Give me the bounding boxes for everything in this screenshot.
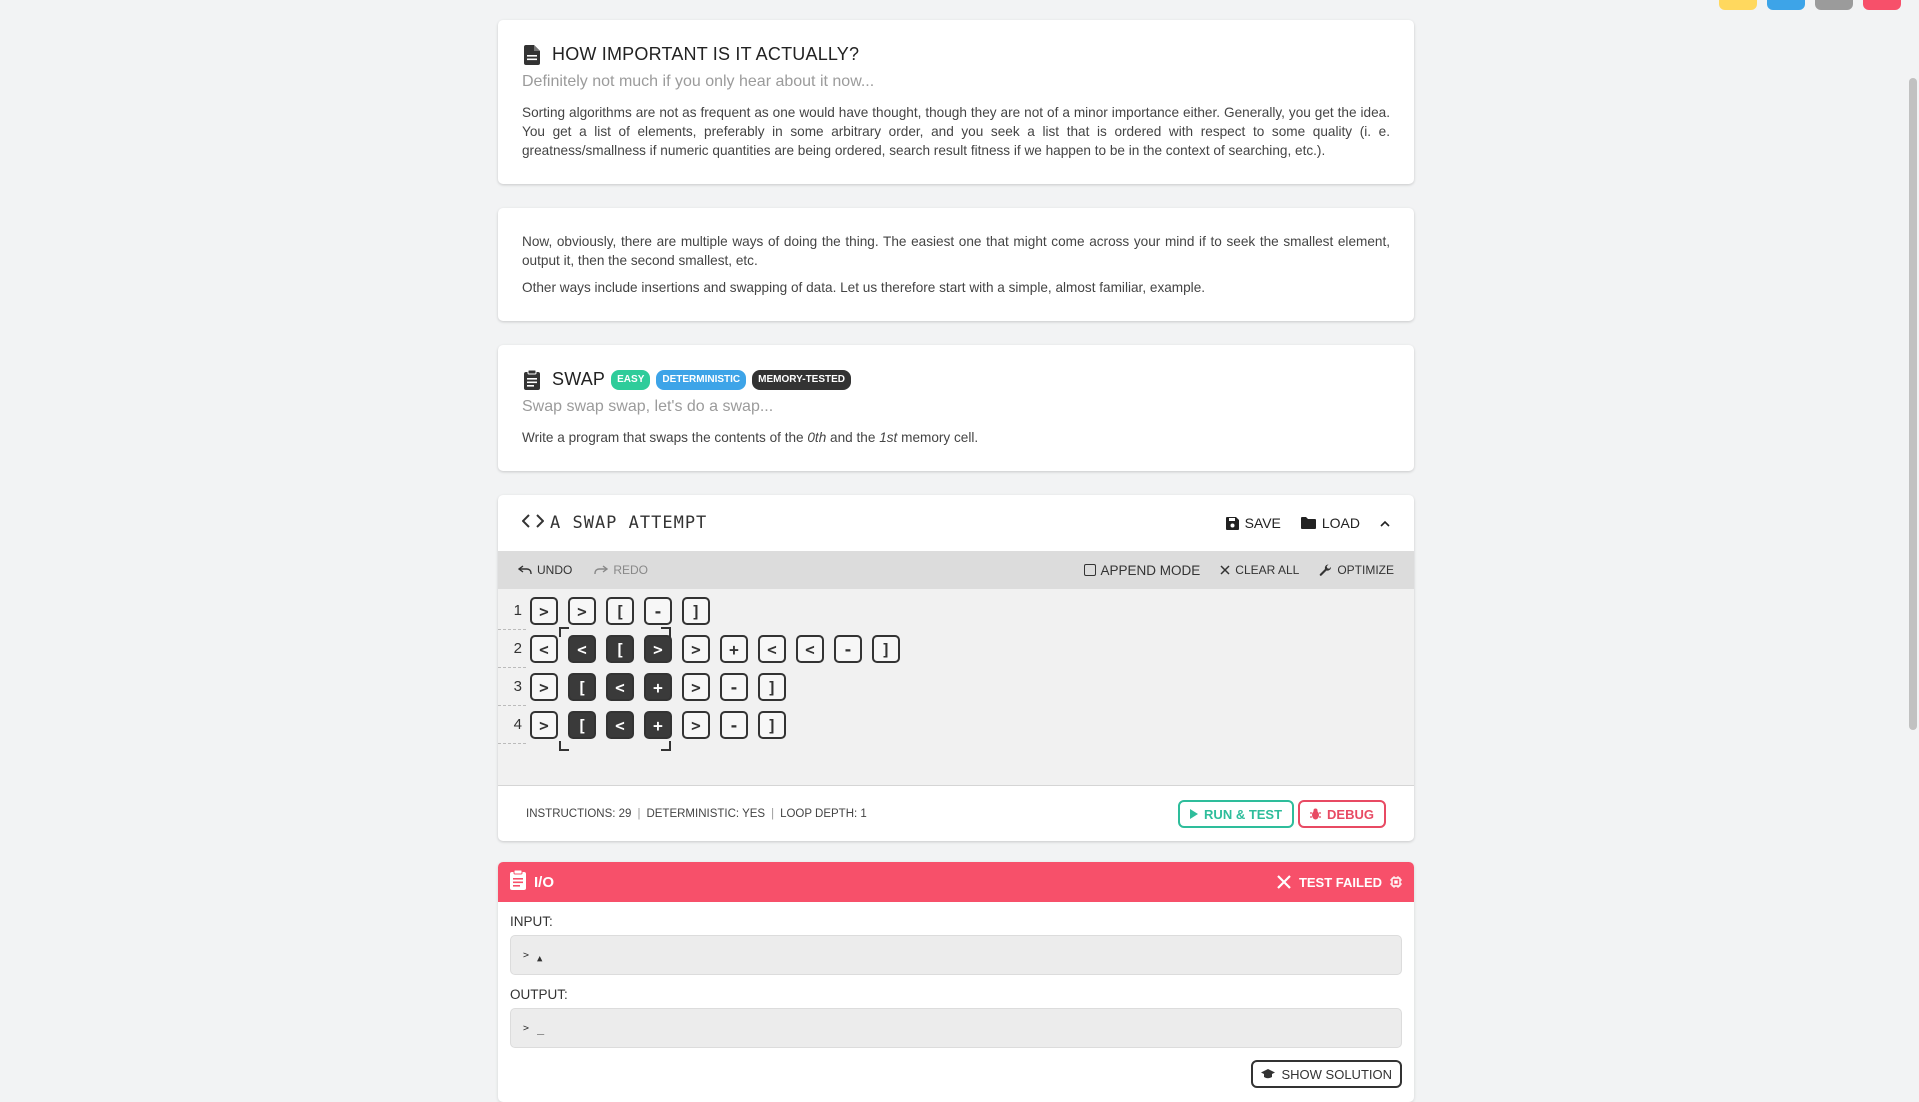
append-mode-label: APPEND MODE xyxy=(1100,562,1201,578)
io-card xyxy=(498,862,1414,1102)
instruction-block[interactable]: ] xyxy=(682,597,710,625)
memory-chip-icon xyxy=(1390,876,1402,888)
graduation-cap-icon xyxy=(1261,1069,1275,1079)
optimize-button[interactable] xyxy=(1319,563,1394,577)
instruction-block[interactable]: [ xyxy=(568,711,596,739)
instruction-block[interactable]: - xyxy=(720,711,748,739)
clipboard-icon xyxy=(510,870,526,895)
instruction-block[interactable]: < xyxy=(796,635,824,663)
output-field xyxy=(510,1008,1402,1048)
input-field[interactable] xyxy=(510,935,1402,975)
editor-toolbar xyxy=(498,551,1414,589)
instruction-block[interactable]: + xyxy=(720,635,748,663)
save-label: SAVE xyxy=(1244,515,1281,531)
loop-depth: LOOP DEPTH: 1 xyxy=(780,808,867,820)
redo-button[interactable] xyxy=(594,563,648,577)
instruction-block[interactable]: ] xyxy=(872,635,900,663)
task-desc-prefix: Write a program that swaps the contents of the xyxy=(522,430,808,445)
methods-paragraph-1: Now, obviously, there are multiple ways of doing the thing. The easiest one that might come across your mind if to seek the smallest element, output it, then the second smallest, etc. xyxy=(522,234,1390,268)
clear-all-label: CLEAR ALL xyxy=(1235,563,1300,577)
undo-icon xyxy=(518,565,532,575)
intro-card xyxy=(498,20,1414,184)
badge-deterministic: DETERMINISTIC xyxy=(656,370,746,390)
save-icon xyxy=(1226,517,1239,530)
debug-button[interactable] xyxy=(1298,800,1386,828)
output-cursor: _ xyxy=(537,1021,545,1035)
io-title: I/O xyxy=(534,873,555,891)
swatch-blue[interactable] xyxy=(1767,0,1805,10)
input-cursor: ▲ xyxy=(537,954,543,964)
undo-label: UNDO xyxy=(537,563,573,577)
instruction-block[interactable]: [ xyxy=(568,673,596,701)
instruction-block[interactable]: ] xyxy=(758,673,786,701)
output-label: OUTPUT: xyxy=(510,987,568,1002)
bug-icon xyxy=(1310,808,1321,820)
methods-card xyxy=(498,208,1414,321)
instruction-block[interactable]: ] xyxy=(758,711,786,739)
editor-footer xyxy=(498,786,1414,841)
instruction-block[interactable]: < xyxy=(568,635,596,663)
instruction-block[interactable]: > xyxy=(644,635,672,663)
output-prompt: > xyxy=(523,1022,530,1034)
instruction-block[interactable]: < xyxy=(530,635,558,663)
instruction-block[interactable]: > xyxy=(682,711,710,739)
line-number: 3 xyxy=(498,669,526,706)
save-button[interactable] xyxy=(1226,515,1281,531)
line-number: 4 xyxy=(498,707,526,744)
task-subtitle: Swap swap swap, let's do a swap... xyxy=(522,398,774,415)
folder-icon xyxy=(1301,517,1316,529)
badge-memory-tested: MEMORY-TESTED xyxy=(752,370,851,390)
code-line xyxy=(498,668,786,706)
close-icon xyxy=(1220,565,1230,575)
load-button[interactable] xyxy=(1301,515,1360,531)
methods-paragraph-2: Other ways include insertions and swapping of data. Let us therefore start with a simple, almost familiar, example. xyxy=(522,280,1206,295)
instruction-block[interactable]: > xyxy=(530,597,558,625)
instruction-block[interactable]: < xyxy=(758,635,786,663)
selection-bracket xyxy=(559,627,569,637)
instruction-block[interactable]: > xyxy=(568,597,596,625)
scrollbar-thumb[interactable] xyxy=(1909,78,1917,730)
intro-title: HOW IMPORTANT IS IT ACTUALLY? xyxy=(552,44,860,64)
redo-icon xyxy=(594,565,608,575)
task-desc-cell1: 1st xyxy=(879,430,898,445)
input-label: INPUT: xyxy=(510,914,553,929)
instruction-block[interactable]: [ xyxy=(606,597,634,625)
run-test-button[interactable] xyxy=(1178,800,1294,828)
instruction-block[interactable]: [ xyxy=(606,635,634,663)
instruction-block[interactable]: > xyxy=(682,673,710,701)
selection-bracket xyxy=(661,627,671,637)
optimize-label: OPTIMIZE xyxy=(1337,563,1394,577)
instructions-count: INSTRUCTIONS: 29 xyxy=(526,808,632,820)
instruction-block[interactable]: < xyxy=(606,711,634,739)
instruction-block[interactable]: - xyxy=(834,635,862,663)
show-solution-label: SHOW SOLUTION xyxy=(1281,1066,1392,1082)
test-status-label: TEST FAILED xyxy=(1298,874,1382,890)
swatch-gray[interactable] xyxy=(1815,0,1853,10)
swatch-red[interactable] xyxy=(1863,0,1901,10)
top-color-swatches xyxy=(1719,0,1901,10)
collapse-button[interactable] xyxy=(1380,520,1390,527)
selection-bracket xyxy=(559,741,569,751)
checkbox-icon[interactable] xyxy=(1084,564,1096,576)
instruction-block[interactable]: > xyxy=(682,635,710,663)
instruction-block[interactable]: - xyxy=(644,597,672,625)
clear-all-button[interactable] xyxy=(1220,563,1299,577)
editor-title: A SWAP ATTEMPT xyxy=(550,513,708,533)
task-desc-suffix: memory cell. xyxy=(897,430,979,445)
code-line xyxy=(498,706,786,744)
footer-separator: | xyxy=(771,808,775,820)
swatch-yellow[interactable] xyxy=(1719,0,1757,10)
line-number: 1 xyxy=(498,593,526,630)
task-desc-cell0: 0th xyxy=(807,430,827,445)
close-icon xyxy=(1277,875,1291,889)
task-description xyxy=(522,428,1390,447)
append-mode-toggle[interactable] xyxy=(1084,563,1201,578)
code-line xyxy=(498,592,710,630)
footer-separator: | xyxy=(637,808,641,820)
test-status[interactable] xyxy=(1277,875,1402,890)
code-icon xyxy=(522,514,544,533)
undo-button[interactable] xyxy=(518,563,572,577)
instruction-block[interactable]: + xyxy=(644,711,672,739)
io-header xyxy=(498,862,1414,902)
instruction-block[interactable]: < xyxy=(606,673,634,701)
input-prompt: > xyxy=(523,949,530,961)
badge-easy: EASY xyxy=(611,370,650,390)
play-icon xyxy=(1190,809,1198,819)
deterministic-status: DETERMINISTIC: YES xyxy=(646,808,766,820)
line-number: 2 xyxy=(498,631,526,668)
task-desc-mid: and the xyxy=(826,430,880,445)
editor-card xyxy=(498,495,1414,841)
code-area[interactable] xyxy=(498,589,1414,786)
instruction-block[interactable]: > xyxy=(530,673,558,701)
selection-bracket xyxy=(661,741,671,751)
chevron-up-icon xyxy=(1380,520,1390,527)
clipboard-icon xyxy=(522,370,542,390)
show-solution-button[interactable] xyxy=(1251,1060,1402,1088)
task-title: SWAP xyxy=(552,369,606,389)
redo-label: REDO xyxy=(613,563,649,577)
instruction-block[interactable]: + xyxy=(644,673,672,701)
intro-subtitle: Definitely not much if you only hear about it now... xyxy=(522,73,875,90)
task-card xyxy=(498,345,1414,471)
run-test-label: RUN & TEST xyxy=(1204,806,1283,822)
load-label: LOAD xyxy=(1321,515,1360,531)
wrench-icon xyxy=(1319,564,1332,577)
scrollbar-track[interactable] xyxy=(1907,0,1919,1079)
instruction-block[interactable]: - xyxy=(720,673,748,701)
intro-paragraph: Sorting algorithms are not as frequent as one would have thought, though they are not of a minor importance either. Generally, you get the idea. You get a list of elements, preferably in some arbitrary order, and you seek a list that is ordered with respect to some quality (i. e. greatness/smallness if numeric quantities are being ordered, search result fitness if we happen to be in the context of searching, etc.). xyxy=(522,105,1390,158)
debug-label: DEBUG xyxy=(1327,806,1374,822)
instruction-block[interactable]: > xyxy=(530,711,558,739)
document-icon xyxy=(522,45,542,65)
